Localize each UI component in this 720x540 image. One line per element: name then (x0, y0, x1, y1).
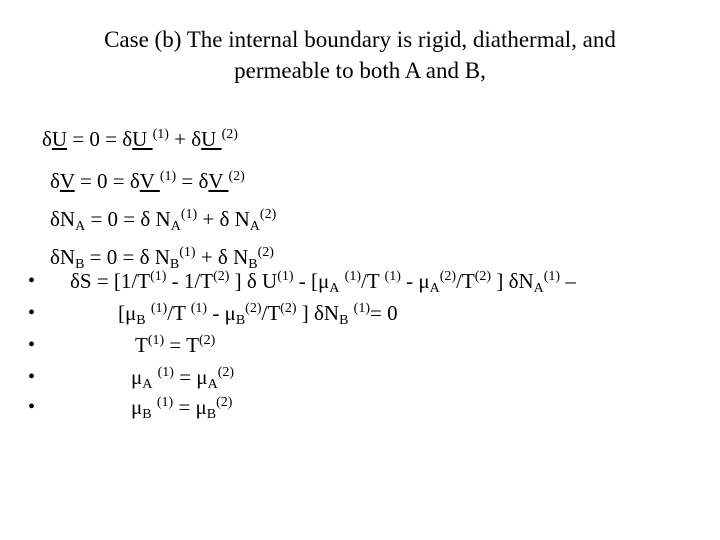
temperature-equality: $T^{(1)} = T^{(2)}$ (135, 333, 216, 357)
bullet-4: • (28, 366, 36, 388)
equation-delta-v: δV = 0 = δV $^{(1)}$ = δV $^{(2)}$ (50, 169, 245, 193)
chemical-potential-b-equality: $\mu_B$ $^{(1)} = \mu_B^{(2)}$ (131, 395, 233, 422)
equation-delta-nb: $\delta N_B = 0 = \delta$ $N_B^{(1)} + \delta$ $N_B^{(2)}$ (50, 245, 274, 272)
slide-title (0, 24, 720, 86)
bullet-1: • (28, 270, 36, 292)
bullet-3: • (28, 334, 36, 356)
bullet-2: • (28, 302, 36, 324)
entropy-equation-line-2: [$\mu_B$ $^{(1)}$/T $^{(1)} - \mu_B^{(2)}/T^{(2)}$ ] $\delta N_B$ $^{(1)}$= 0 (118, 301, 398, 328)
title-line-2: permeable to both A and B, (234, 58, 486, 83)
bullet-5: • (28, 396, 36, 418)
chemical-potential-a-equality: $\mu_A$ $^{(1)} = \mu_A^{(2)}$ (131, 365, 235, 392)
equation-delta-na: $\delta N_A = 0 = \delta$ $N_A^{(1)} + \delta$ $N_A^{(2)}$ (50, 207, 277, 234)
title-line-1: Case (b) The internal boundary is rigid, diathermal, and (104, 27, 616, 52)
equation-delta-u: δU = 0 = δU $^{(1)}$ + δU $^{(2)}$ (42, 127, 238, 151)
entropy-equation-line-1: $\delta S = [1/T^{(1)} - 1/T^{(2)}$ ] δ $U^{(1)} - [\mu_A$ $^{(1)}$/T $^{(1)} - \mu_A^{(2)}/T^{(2)}$ ] $\delta N_A^{(1)}$ – (70, 269, 576, 296)
